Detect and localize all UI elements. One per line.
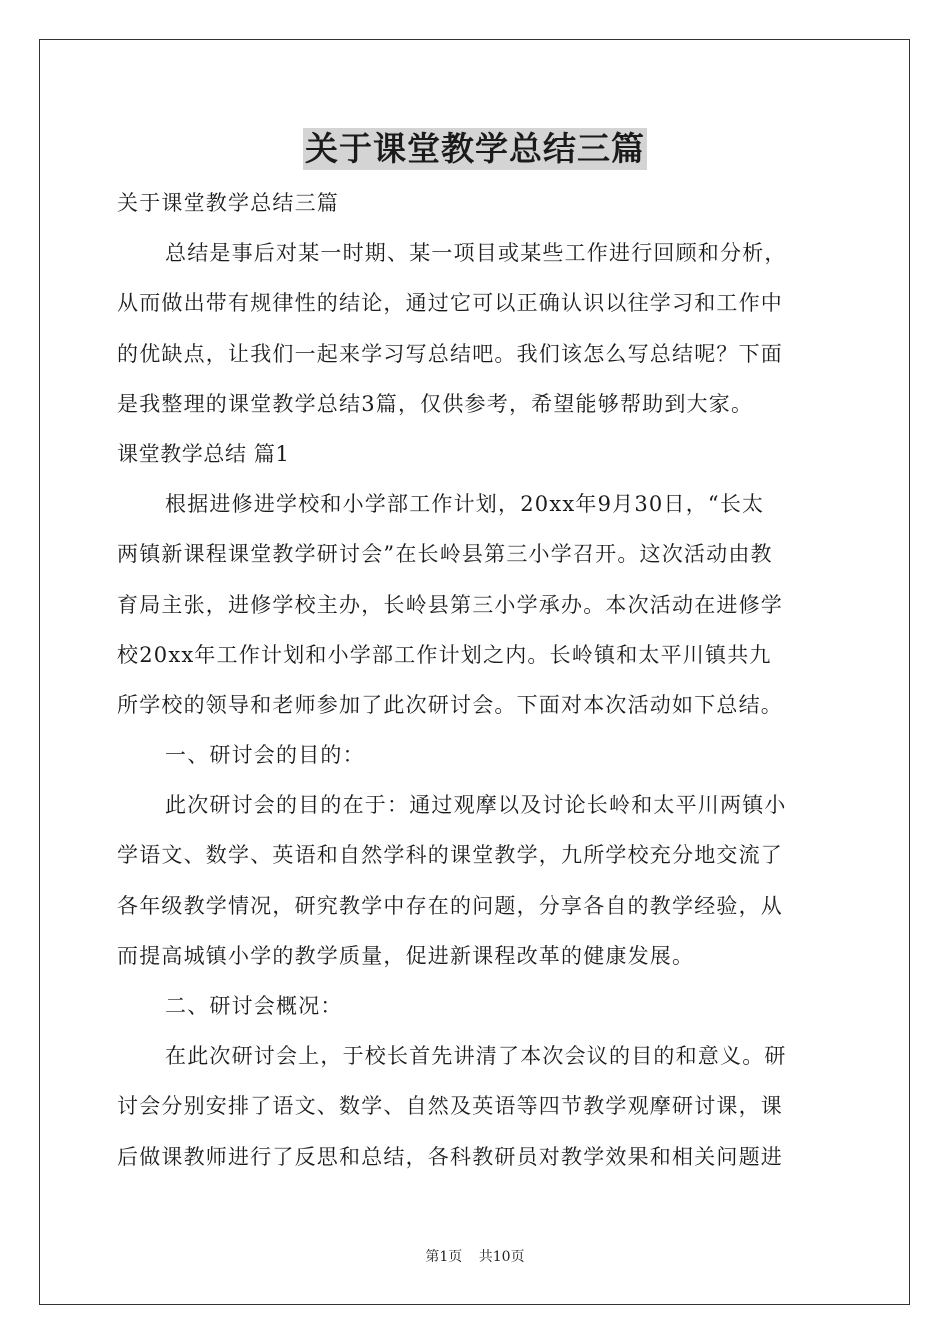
body-line-10: 所学校的领导和老师参加了此次研讨会。下面对本次活动如下总结。 — [117, 692, 783, 717]
body-line-18: 讨会分别安排了语文、数学、自然及英语等四节教学观摩研讨课，课 — [117, 1094, 783, 1119]
document-title — [0, 128, 950, 170]
body-line-2: 从而做出带有规律性的结论，通过它可以正确认识以往学习和工作中 — [117, 291, 783, 316]
page-number: 第1页 — [425, 1249, 463, 1265]
document-body — [117, 178, 833, 1182]
body-line-14: 各年级教学情况，研究教学中存在的问题，分享各自的教学经验，从 — [117, 893, 783, 918]
body-line-6: 根据进修进学校和小学部工作计划，20xx年9月30日，“长太 — [165, 492, 765, 517]
body-line-4: 是我整理的课堂教学总结3篇，仅供参考，希望能够帮助到大家。 — [117, 391, 754, 416]
body-line-19: 后做课教师进行了反思和总结，各科教研员对教学效果和相关问题进 — [117, 1144, 783, 1169]
body-line-9: 校20xx年工作计划和小学部工作计划之内。长岭镇和太平川镇共九 — [117, 642, 772, 667]
body-line-12: 此次研讨会的目的在于：通过观摩以及讨论长岭和太平川两镇小 — [165, 793, 787, 818]
body-line-8: 育局主张，进修学校主办，长岭县第三小学承办。本次活动在进修学 — [117, 592, 783, 617]
section-heading-1: 课堂教学总结 篇1 — [117, 441, 290, 466]
body-line-0: 关于课堂教学总结三篇 — [117, 191, 339, 215]
body-line-13: 学语文、数学、英语和自然学科的课堂教学，九所学校充分地交流了 — [117, 843, 783, 868]
page-footer — [0, 1246, 950, 1266]
subheading-overview: 二、研讨会概况： — [165, 994, 343, 1018]
subheading-purpose: 一、研讨会的目的： — [165, 743, 365, 768]
body-line-3: 的优缺点，让我们一起来学习写总结吧。我们该怎么写总结呢？下面 — [117, 341, 783, 366]
body-line-7: 两镇新课程课堂教学研讨会”在长岭县第三小学召开。这次活动由教 — [117, 542, 773, 567]
body-line-15: 而提高城镇小学的教学质量，促进新课程改革的健康发展。 — [117, 943, 695, 968]
body-line-17: 在此次研讨会上，于校长首先讲清了本次会议的目的和意义。研 — [165, 1044, 787, 1069]
document-title-text: 关于课堂教学总结三篇 — [305, 129, 645, 168]
page-total: 共10页 — [478, 1249, 525, 1265]
body-line-1: 总结是事后对某一时期、某一项目或某些工作进行回顾和分析， — [165, 241, 787, 266]
